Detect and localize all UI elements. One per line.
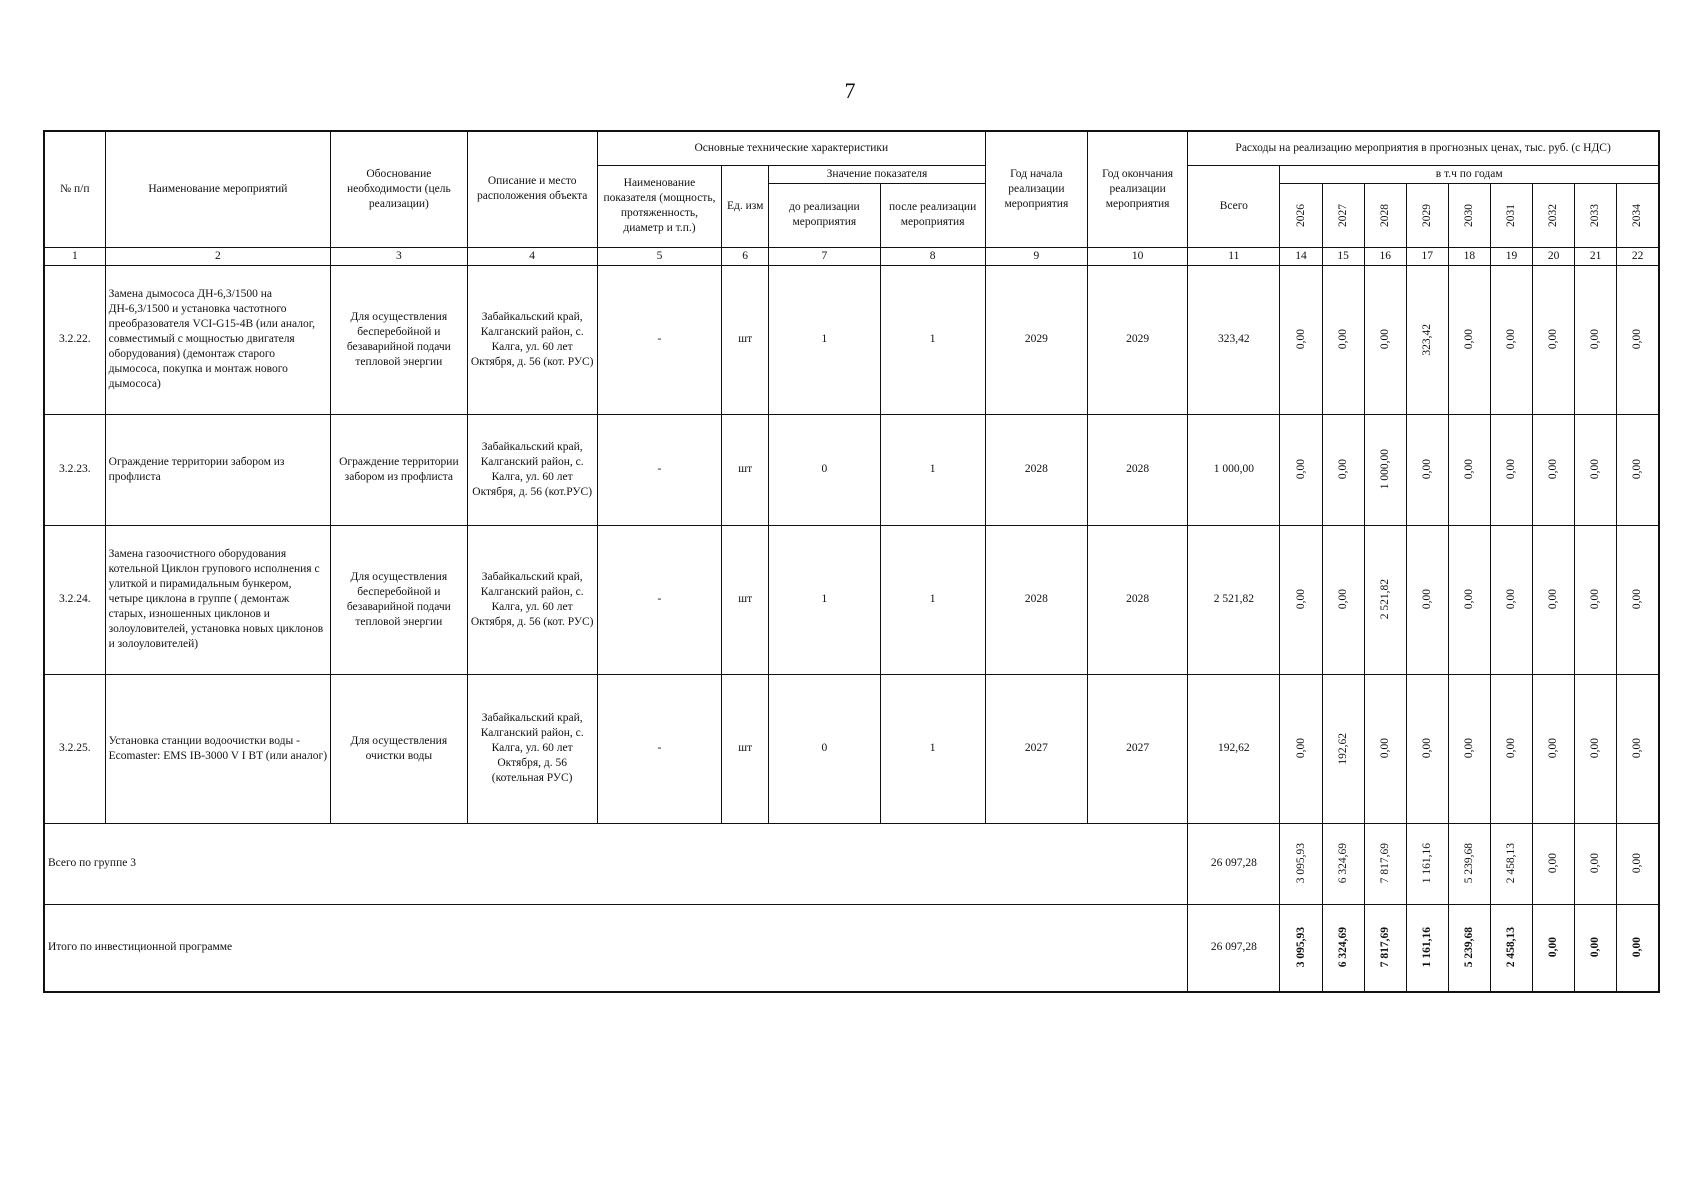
row-num: 3.2.25. <box>44 674 105 823</box>
column-number: 17 <box>1406 247 1448 265</box>
header-year-2027: 2027 <box>1322 183 1364 247</box>
row-indicator: - <box>597 265 721 414</box>
column-number: 22 <box>1617 247 1659 265</box>
row-year-2034: 0,00 <box>1617 525 1659 674</box>
row-year-2029: 323,42 <box>1406 265 1448 414</box>
program-total-value: 26 097,28 <box>1188 904 1280 992</box>
header-value-group: Значение показателя <box>769 165 986 183</box>
program-total-year-2031: 2 458,13 <box>1490 904 1532 992</box>
row-year-2033: 0,00 <box>1575 414 1617 525</box>
header-year-2033: 2033 <box>1575 183 1617 247</box>
program-total-year-2033: 0,00 <box>1575 904 1617 992</box>
header-tech-group: Основные технические характеристики <box>597 131 985 165</box>
row-after: 1 <box>880 265 985 414</box>
row-year-2026: 0,00 <box>1280 414 1322 525</box>
row-after: 1 <box>880 674 985 823</box>
row-reason: Ограждение территории забором из профлиста <box>331 414 467 525</box>
column-number: 6 <box>722 247 769 265</box>
column-number: 5 <box>597 247 721 265</box>
row-year-2029: 0,00 <box>1406 525 1448 674</box>
row-end-year: 2028 <box>1088 525 1188 674</box>
row-before: 0 <box>769 674 880 823</box>
row-total: 2 521,82 <box>1188 525 1280 674</box>
column-number: 14 <box>1280 247 1322 265</box>
row-year-2032: 0,00 <box>1533 414 1575 525</box>
column-number: 19 <box>1490 247 1532 265</box>
row-before: 1 <box>769 525 880 674</box>
column-number: 18 <box>1448 247 1490 265</box>
row-year-2030: 0,00 <box>1448 674 1490 823</box>
column-number: 10 <box>1088 247 1188 265</box>
row-num: 3.2.24. <box>44 525 105 674</box>
row-year-2030: 0,00 <box>1448 525 1490 674</box>
header-year-2029: 2029 <box>1406 183 1448 247</box>
header-year-2030: 2030 <box>1448 183 1490 247</box>
row-after: 1 <box>880 525 985 674</box>
column-number-row <box>44 247 1659 265</box>
group-total-year-2031: 2 458,13 <box>1490 823 1532 904</box>
row-year-2033: 0,00 <box>1575 265 1617 414</box>
header-name: Наименование мероприятий <box>105 131 331 247</box>
row-year-2032: 0,00 <box>1533 674 1575 823</box>
header-year-2032: 2032 <box>1533 183 1575 247</box>
row-year-2034: 0,00 <box>1617 414 1659 525</box>
row-year-2031: 0,00 <box>1490 414 1532 525</box>
row-before: 1 <box>769 265 880 414</box>
header-num: № п/п <box>44 131 105 247</box>
row-num: 3.2.23. <box>44 414 105 525</box>
program-total-year-2028: 7 817,69 <box>1364 904 1406 992</box>
column-number: 2 <box>105 247 331 265</box>
row-year-2026: 0,00 <box>1280 525 1322 674</box>
program-total-row <box>44 904 1659 992</box>
program-total-year-2032: 0,00 <box>1533 904 1575 992</box>
column-number: 16 <box>1364 247 1406 265</box>
column-number: 4 <box>467 247 597 265</box>
row-year-2027: 0,00 <box>1322 414 1364 525</box>
row-year-2026: 0,00 <box>1280 265 1322 414</box>
row-year-2027: 192,62 <box>1322 674 1364 823</box>
row-location: Забайкальский край, Калганский район, с. Калга, ул. 60 лет Октября, д. 56 (котельная РУС) <box>467 674 597 823</box>
row-unit: шт <box>722 414 769 525</box>
table-row <box>44 674 1659 823</box>
row-year-2031: 0,00 <box>1490 265 1532 414</box>
row-location: Забайкальский край, Калганский район, с. Калга, ул. 60 лет Октября, д. 56 (кот. РУС) <box>467 265 597 414</box>
program-total-year-2030: 5 239,68 <box>1448 904 1490 992</box>
row-unit: шт <box>722 525 769 674</box>
table-row <box>44 525 1659 674</box>
row-location: Забайкальский край, Калганский район, с. Калга, ул. 60 лет Октября, д. 56 (кот. РУС) <box>467 525 597 674</box>
row-start-year: 2027 <box>985 674 1087 823</box>
row-year-2027: 0,00 <box>1322 265 1364 414</box>
row-reason: Для осуществления бесперебойной и безаварийной подачи тепловой энергии <box>331 265 467 414</box>
row-end-year: 2028 <box>1088 414 1188 525</box>
row-year-2028: 1 000,00 <box>1364 414 1406 525</box>
header-reason: Обоснование необходимости (цель реализации) <box>331 131 467 247</box>
group-total-year-2033: 0,00 <box>1575 823 1617 904</box>
row-before: 0 <box>769 414 880 525</box>
row-year-2032: 0,00 <box>1533 265 1575 414</box>
row-year-2029: 0,00 <box>1406 674 1448 823</box>
group-total-label: Всего по группе 3 <box>44 823 1188 904</box>
program-total-year-2027: 6 324,69 <box>1322 904 1364 992</box>
column-number: 11 <box>1188 247 1280 265</box>
row-name: Замена дымососа ДН-6,3/1500 на ДН-6,3/1500 и установка частотного преобразователя VCI-G15-4B (или аналог, совместимый с мощностью двигателя оборудования) (демонтаж старого дымососа, покупка и монтаж нового дымососа) <box>105 265 331 414</box>
row-year-2030: 0,00 <box>1448 265 1490 414</box>
group-total-year-2030: 5 239,68 <box>1448 823 1490 904</box>
header-unit: Ед. изм <box>722 165 769 247</box>
group-total-value: 26 097,28 <box>1188 823 1280 904</box>
row-start-year: 2028 <box>985 525 1087 674</box>
row-year-2030: 0,00 <box>1448 414 1490 525</box>
row-year-2031: 0,00 <box>1490 674 1532 823</box>
row-name: Ограждение территории забором из профлиста <box>105 414 331 525</box>
investment-table <box>43 130 1660 993</box>
row-indicator: - <box>597 414 721 525</box>
row-year-2031: 0,00 <box>1490 525 1532 674</box>
header-cost-group: Расходы на реализацию мероприятия в прогнозных ценах, тыс. руб. (с НДС) <box>1188 131 1659 165</box>
row-year-2032: 0,00 <box>1533 525 1575 674</box>
row-name: Замена газоочистного оборудования котельной Циклон групового исполнения с улиткой и пирамидальным бункером, четыре циклона в группе ( демонтаж старых, изношенных циклонов и золоуловителей, установка новых циклонов и золоуловителей) <box>105 525 331 674</box>
row-year-2028: 0,00 <box>1364 265 1406 414</box>
group-total-row <box>44 823 1659 904</box>
row-year-2027: 0,00 <box>1322 525 1364 674</box>
header-year-2034: 2034 <box>1617 183 1659 247</box>
group-total-year-2026: 3 095,93 <box>1280 823 1322 904</box>
row-total: 323,42 <box>1188 265 1280 414</box>
row-year-2034: 0,00 <box>1617 674 1659 823</box>
row-reason: Для осуществления очистки воды <box>331 674 467 823</box>
column-number: 1 <box>44 247 105 265</box>
row-year-2028: 2 521,82 <box>1364 525 1406 674</box>
row-year-2033: 0,00 <box>1575 525 1617 674</box>
program-total-label: Итого по инвестиционной программе <box>44 904 1188 992</box>
row-unit: шт <box>722 265 769 414</box>
group-total-year-2027: 6 324,69 <box>1322 823 1364 904</box>
header-end-year: Год окончания реализации мероприятия <box>1088 131 1188 247</box>
row-start-year: 2029 <box>985 265 1087 414</box>
header-after: после реализации мероприятия <box>880 183 985 247</box>
header-year-2031: 2031 <box>1490 183 1532 247</box>
group-total-year-2032: 0,00 <box>1533 823 1575 904</box>
row-indicator: - <box>597 525 721 674</box>
row-name: Установка станции водоочистки воды - Ecomaster: EMS IB-3000 V I BT (или аналог) <box>105 674 331 823</box>
header-year-2028: 2028 <box>1364 183 1406 247</box>
header-location: Описание и место расположения объекта <box>467 131 597 247</box>
header-before: до реализации мероприятия <box>769 183 880 247</box>
column-number: 8 <box>880 247 985 265</box>
program-total-year-2026: 3 095,93 <box>1280 904 1322 992</box>
row-year-2028: 0,00 <box>1364 674 1406 823</box>
row-total: 192,62 <box>1188 674 1280 823</box>
group-total-year-2028: 7 817,69 <box>1364 823 1406 904</box>
column-number: 21 <box>1575 247 1617 265</box>
header-years-group: в т.ч по годам <box>1280 165 1659 183</box>
row-indicator: - <box>597 674 721 823</box>
row-year-2029: 0,00 <box>1406 414 1448 525</box>
header-year-2026: 2026 <box>1280 183 1322 247</box>
column-number: 3 <box>331 247 467 265</box>
page-number: 7 <box>844 78 856 103</box>
row-year-2026: 0,00 <box>1280 674 1322 823</box>
row-reason: Для осуществления бесперебойной и безаварийной подачи тепловой энергии <box>331 525 467 674</box>
table-row <box>44 414 1659 525</box>
row-year-2034: 0,00 <box>1617 265 1659 414</box>
row-after: 1 <box>880 414 985 525</box>
row-total: 1 000,00 <box>1188 414 1280 525</box>
group-total-year-2034: 0,00 <box>1617 823 1659 904</box>
row-start-year: 2028 <box>985 414 1087 525</box>
column-number: 15 <box>1322 247 1364 265</box>
program-total-year-2029: 1 161,16 <box>1406 904 1448 992</box>
header-start-year: Год начала реализации мероприятия <box>985 131 1087 247</box>
row-end-year: 2029 <box>1088 265 1188 414</box>
group-total-year-2029: 1 161,16 <box>1406 823 1448 904</box>
column-number: 20 <box>1533 247 1575 265</box>
column-number: 7 <box>769 247 880 265</box>
row-location: Забайкальский край, Калганский район, с. Калга, ул. 60 лет Октября, д. 56 (кот.РУС) <box>467 414 597 525</box>
column-number: 9 <box>985 247 1087 265</box>
program-total-year-2034: 0,00 <box>1617 904 1659 992</box>
row-end-year: 2027 <box>1088 674 1188 823</box>
row-year-2033: 0,00 <box>1575 674 1617 823</box>
row-num: 3.2.22. <box>44 265 105 414</box>
header-indicator: Наименование показателя (мощность, протяженность, диаметр и т.п.) <box>597 165 721 247</box>
header-total: Всего <box>1188 165 1280 247</box>
row-unit: шт <box>722 674 769 823</box>
table-row <box>44 265 1659 414</box>
